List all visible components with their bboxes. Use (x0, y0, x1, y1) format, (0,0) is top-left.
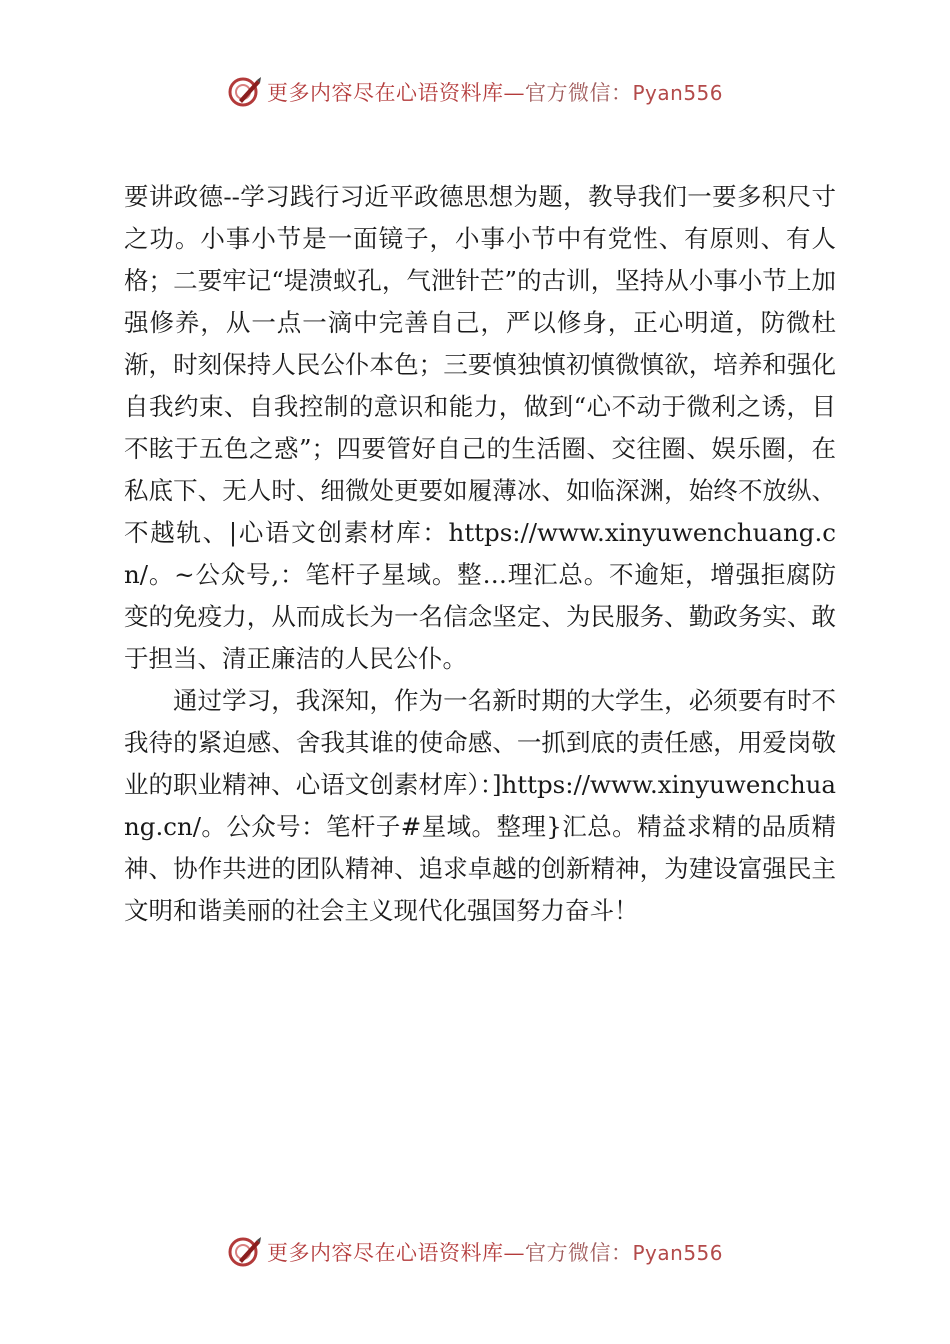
paragraph-1: 要讲政德--学习践行习近平政德思想为题，教导我们一要多积尺寸之功。小事小节是一面镜子，小事小节中有党性、有原则、有人格；二要牢记“堤溃蚁孔，气泄针芒”的古训，坚持从小事小节上加强修养，从一点一滴中完善自己，严以修身，正心明道，防微杜渐，时刻保持人民公仆本色；三要慎独慎初慎微慎欲，培养和强化自我约束、自我控制的意识和能力，做到“心不动于微利之诱，目不眩于五色之惑”；四要管好自己的生活圈、交往圈、娱乐圈，在私底下、无人时、细微处更要如履薄冰、如临深渊，始终不放纵、不越轨、|心语文创素材库：https://www.xinyuwenchuang.cn/。~公众号,：笔杆子星域。整…理汇总。不逾矩，增强拒腐防变的免疫力，从而成长为一名信念坚定、为民服务、勤政务实、敢于担当、清正廉洁的人民公仆。 (124, 182, 836, 673)
header-site: 更多内容尽在心语资料库 (266, 81, 504, 105)
header-dash: — (503, 81, 525, 105)
footer-site: 更多内容尽在心语资料库 (266, 1241, 504, 1265)
pen-logo-icon (227, 74, 263, 110)
footer-wechat-id: Pyan556 (632, 1241, 723, 1265)
footer-text (267, 1237, 723, 1267)
pen-logo-icon (227, 1234, 263, 1270)
footer-wechat-label: 官方微信： (524, 1241, 633, 1265)
document-body (124, 176, 836, 932)
paragraph-2: 通过学习，我深知，作为一名新时期的大学生，必须要有时不我待的紧迫感、舍我其谁的使命感、一抓到底的责任感，用爱岗敬业的职业精神、心语文创素材库）：]https://www.xinyuwenchuang.cn/。公众号：笔杆子#星域。整理}汇总。精益求精的品质精神、协作共进的团队精神、追求卓越的创新精神，为建设富强民主文明和谐美丽的社会主义现代化强国努力奋斗！ (124, 686, 836, 925)
header-wechat-label: 官方微信： (524, 81, 633, 105)
header-wechat-id: Pyan556 (632, 81, 723, 105)
header-text (267, 77, 723, 107)
header-banner (0, 72, 950, 112)
footer-dash: — (503, 1241, 525, 1265)
footer-banner (0, 1232, 950, 1272)
